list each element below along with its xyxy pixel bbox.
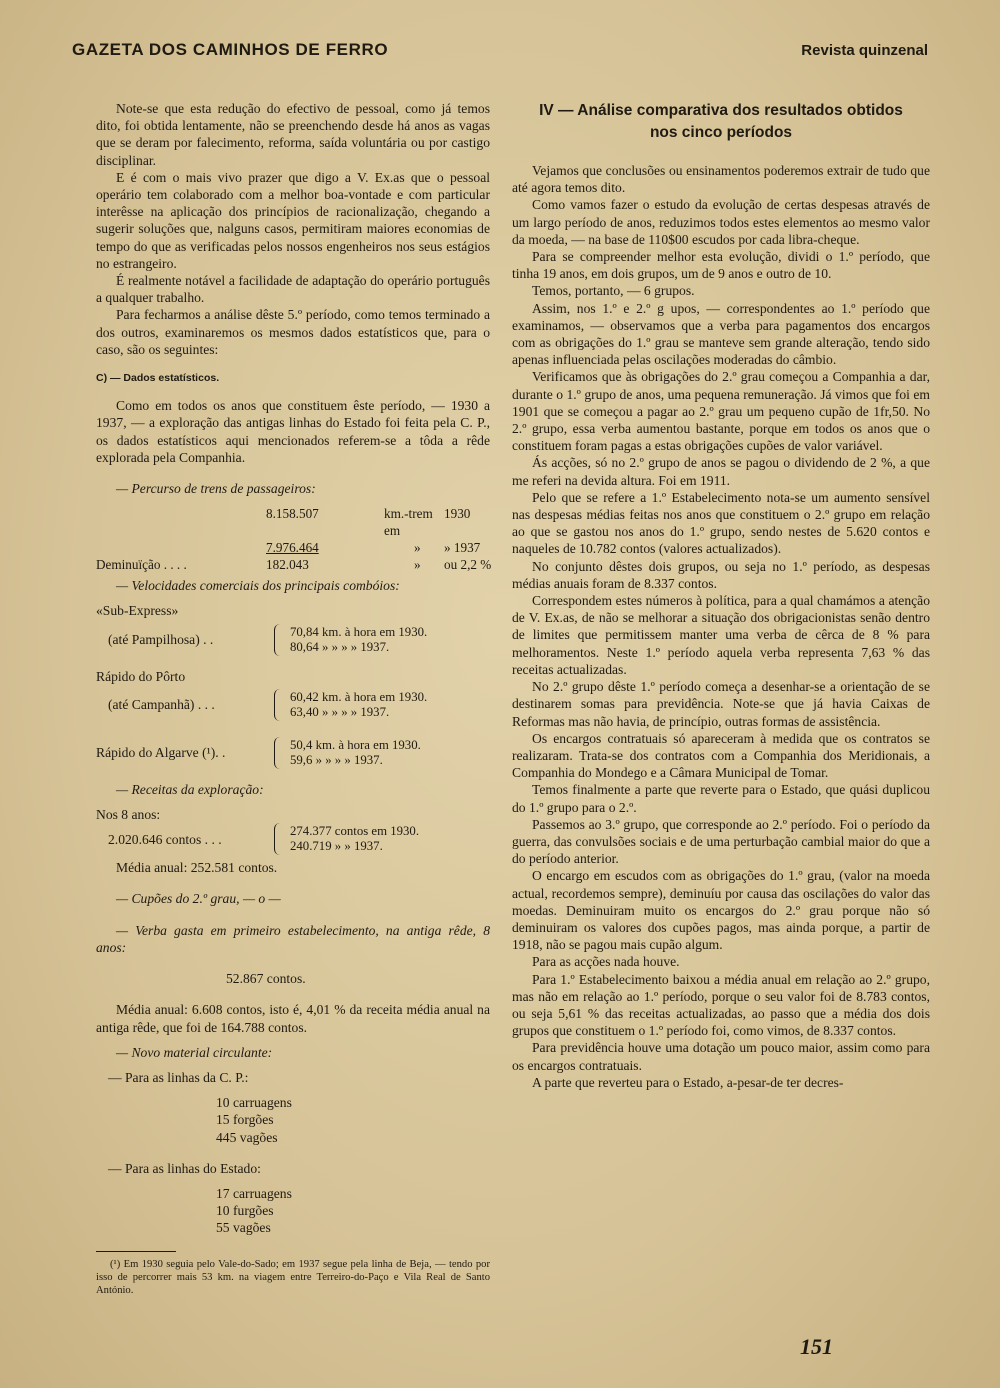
- paragraph: E é com o mais vivo prazer que digo a V. Ex.as que o pessoal operário tem colaborado com a melhor boa-vontade e com particular interêsse na aplicação dos princípios de racionalização, chegando a sugerir soluções que, nalguns casos, permitiram maiores economias de tempo do que as verificadas pelos nossos engenheiros nos seus estágios no estrangeiro.: [96, 169, 490, 271]
- media-anual: Média anual: 252.581 contos.: [116, 860, 278, 876]
- deminuicao-unit: »: [414, 557, 421, 573]
- paragraph: No 2.º grupo dêste 1.º período começa a desenhar-se a orientação de se destinarem somas para previdência. Note-se que já havia Caixas de Reformas mas não havia, de princípio, outras formas de assistência.: [512, 679, 930, 729]
- receitas-line: 240.719 » » 1937.: [290, 839, 383, 854]
- cupoes-heading: — Cupões do 2.º grau, — o —: [116, 891, 281, 907]
- deminuicao-label: Deminuïção . . . .: [96, 557, 187, 573]
- brace: [274, 689, 284, 721]
- right-column: [512, 100, 930, 1091]
- subsection-heading: C) — Dados estatísticos.: [96, 372, 220, 385]
- paragraph: O encargo em escudos com as obrigações do 1.º grau, (valor na moeda actual, recordemos sempre), deminuíu por causa das oscilações do valor das moedas. Deminuiram muito os encargos do 2.º grau porque não só deminuiram os valores dos cupões pagos, mas ainda porque, a partir de 1918, não se pagou mais cupão algum.: [512, 868, 930, 953]
- velocidade-sublabel: (até Campanhã) . . .: [108, 697, 215, 713]
- footnote: (¹) Em 1930 seguia pelo Vale-do-Sado; em 1937 segue pela linha de Beja, — tendo por isso de percorrer mais 53 km. na viagem entre Terreiro-do-Paço e Vila Real de Santo António.: [96, 1258, 490, 1296]
- cp-list: [96, 1094, 490, 1146]
- velocidade-sublabel: Rápido do Algarve (¹). .: [96, 745, 226, 761]
- list-item: 55 vagões: [216, 1220, 271, 1236]
- deminuicao-pct: ou 2,2 %: [444, 557, 492, 573]
- velocidade-line: 63,40 » » » » 1937.: [290, 704, 390, 719]
- paragraph: Como vamos fazer o estudo da evolução de certas despesas através de um largo período de anos, reduzimos todos estes elementos ao mesmo valor da moeda, — na base de 110$00 escudos por cada libra-cheque.: [512, 197, 930, 247]
- verba-heading: — Verba gasta em primeiro estabelecimento, na antiga rêde, 8 anos:: [96, 922, 490, 955]
- paragraph: Como em todos os anos que constituem êste período, — 1930 a 1937, — a exploração das antigas linhas do Estado foi feita pela C. P., os dados estatísticos aqui mencionados referem-se a tôda a rêde explorada pela Companhia.: [96, 398, 490, 465]
- velocidade-sublabel: (até Pampilhosa) . .: [108, 632, 214, 648]
- list-item: 10 furgões: [216, 1203, 274, 1219]
- media-anual-2: Média anual: 6.608 contos, isto é, 4,01 % da receita média anual na antiga rêde, que foi de 164.788 contos.: [96, 1002, 490, 1035]
- receitas-heading: — Receitas da exploração:: [116, 781, 264, 797]
- paragraph: Temos finalmente a parte que reverte para o Estado, que quási duplicou do 1.º grupo para o 2.º.: [512, 782, 930, 815]
- paragraph: Assim, nos 1.º e 2.º g upos, — correspondentes ao 1.º período que examinamos, — observamos que a verba para pagamentos dos encargos com as obrigações do 1.º grau se manteve sem grande alteração, tendo sido apenas influenciada pelas oscilações moderadas do câmbio.: [512, 300, 930, 368]
- velocidades-heading: — Velocidades comerciais dos principais combóios:: [116, 578, 400, 594]
- paragraph: A parte que reverteu para o Estado, a-pesar-de ter decres-: [532, 1074, 844, 1090]
- journal-subtitle: Revista quinzenal: [801, 42, 928, 59]
- velocidade-line: 59,6 » » » » 1937.: [290, 752, 383, 767]
- velocidade-label: «Sub-Express»: [96, 603, 179, 619]
- paragraph: Para previdência houve uma dotação um pouco maior, assim como para os encargos contratuais.: [512, 1040, 930, 1073]
- brace: [274, 823, 284, 855]
- paragraph: Correspondem estes números à política, para a qual chamámos a atenção de V. Ex.as, de não se melhorar a situação dos obrigacionistas senão dentro de limites que permitissem manter uma verba de cêrca de 8 % para melhoramentos. Neste 1.º período aquela verba representa 7,63 % das receitas actualizadas.: [512, 593, 930, 677]
- brace: [274, 737, 284, 769]
- paragraph: Para as acções nada houve.: [532, 954, 680, 970]
- paragraph: Temos, portanto, — 6 grupos.: [532, 283, 695, 299]
- percurso-year: 1930: [444, 506, 471, 522]
- list-item: 445 vagões: [216, 1129, 278, 1145]
- estado-list: [96, 1185, 490, 1237]
- paragraph: Pelo que se refere a 1.º Estabelecimento nota-se um aumento sensível nas despesas médias feitas nos anos que constituem o 2.º grupo em relação ao que se gastou nos anos do 1.º grupo, sendo nestes de 5.620 contos e naqueles de 10.782 contos (valores actualizados).: [512, 489, 930, 557]
- receitas-line: 274.377 contos em 1930.: [290, 824, 420, 839]
- paragraph: É realmente notável a facilidade de adaptação do operário português a qualquer trabalho.: [96, 273, 490, 306]
- paragraph: Os encargos contratuais só apareceram à medida que os contratos se realizaram. Trata-se dos contratos com a Companhia dos Meridionais, a Companhia do Mondego e a Câmara Municipal de Tomar.: [512, 730, 930, 781]
- left-column: [96, 100, 490, 1297]
- list-item: 10 carruagens: [216, 1095, 292, 1111]
- page-number: 151: [800, 1334, 833, 1359]
- paragraph: Vejamos que conclusões ou ensinamentos poderemos extrair de tudo que até agora temos dito.: [512, 163, 930, 196]
- percurso-year: » 1937: [444, 540, 481, 556]
- paragraph: Para fecharmos a análise dêste 5.º período, como temos terminado a dos outros, examinaremos os mesmos dados estatísticos que, para o caso, são os seguintes:: [96, 307, 490, 357]
- section-heading: [512, 100, 930, 144]
- velocidade-line: 80,64 » » » » 1937.: [290, 639, 390, 654]
- percurso-table: [96, 505, 490, 573]
- list-item: 17 carruagens: [216, 1185, 292, 1201]
- paragraph: Verificamos que às obrigações do 2.º grau começou a Companhia a dar, durante o 1.º grupo de anos, uma pequena remuneração. Já vimos que foi em 1901 que se começou a pagar ao 2.º grau um pequeno cupão de 1fr,50. No 2.º grupo, essa verba aumentou bastante, porque em todos os anos que o constituem foram pagas a estas obrigações cupões de valor variável.: [512, 369, 930, 454]
- estado-heading: — Para as linhas do Estado:: [108, 1160, 261, 1176]
- velocidade-label: Rápido do Pôrto: [96, 668, 186, 684]
- velocidade-line: 70,84 km. à hora em 1930.: [290, 624, 428, 639]
- cp-heading: — Para as linhas da C. P.:: [108, 1069, 249, 1085]
- paragraph: No conjunto dêstes dois grupos, ou seja no 1.º período, as despesas médias anuais foram de 8.337 contos.: [512, 558, 930, 591]
- paragraph: Passemos ao 3.º grupo, que corresponde ao 2.º período. Foi o período da guerra, das convulsões sociais e de uma perturbação cambial maior do que a do período anterior.: [512, 816, 930, 867]
- percurso-1930-value: 8.158.507: [266, 506, 319, 522]
- list-item: 15 forgões: [216, 1112, 274, 1128]
- section-heading-line: IV — Análise comparativa dos resultados obtidos: [539, 102, 903, 119]
- paragraph: Note-se que esta redução do efectivo de pessoal, como já temos dito, foi obtida lentamente, não se preenchendo desde há anos as vagas que se deram por falecimento, reforma, saída voluntária ou por castigo disciplinar.: [96, 101, 490, 168]
- velocidade-entry: [96, 602, 490, 655]
- percurso-1937-value: 7.976.464: [266, 540, 319, 556]
- percurso-heading: — Percurso de trens de passageiros:: [116, 481, 316, 497]
- journal-title: GAZETA DOS CAMINHOS DE FERRO: [72, 40, 389, 59]
- paragraph: Para se compreender melhor esta evolução, dividi o 1.º período, que tinha 19 anos, em dois grupos, um de 9 anos e outro de 10.: [512, 249, 930, 282]
- receitas-label: Nos 8 anos:: [96, 807, 161, 823]
- verba-value: 52.867 contos.: [226, 971, 306, 987]
- velocidade-line: 50,4 km. à hora em 1930.: [290, 737, 421, 752]
- novo-material-heading: — Novo material circulante:: [116, 1044, 273, 1060]
- paragraph: Ás acções, só no 2.º grupo de anos se pagou o dividendo de 2 %, a que me referi na devida altura. Foi em 1911.: [512, 455, 930, 488]
- percurso-unit: km.-trem em: [384, 506, 433, 539]
- footnote-rule: [96, 1251, 176, 1252]
- section-heading-line: nos cinco períodos: [649, 124, 793, 141]
- velocidade-entry: [96, 668, 490, 721]
- deminuicao-value: 182.043: [266, 557, 309, 573]
- percurso-unit: »: [414, 540, 421, 556]
- receitas-total: 2.020.646 contos . . .: [108, 831, 222, 847]
- paragraph: Para 1.º Estabelecimento baixou a média anual em relação ao 2.º grupo, mas não em relação ao 1.º período, porque o seu valor foi de 8.783 contos, ou seja 5,61 % das receitas actualizadas, ao passo que a média dos dois grupos que constituem o 1.º período foi, como vimos, de 8.337 contos.: [512, 971, 930, 1039]
- velocidade-entry: [96, 737, 490, 769]
- velocidade-line: 60,42 km. à hora em 1930.: [290, 689, 428, 704]
- brace: [274, 624, 284, 656]
